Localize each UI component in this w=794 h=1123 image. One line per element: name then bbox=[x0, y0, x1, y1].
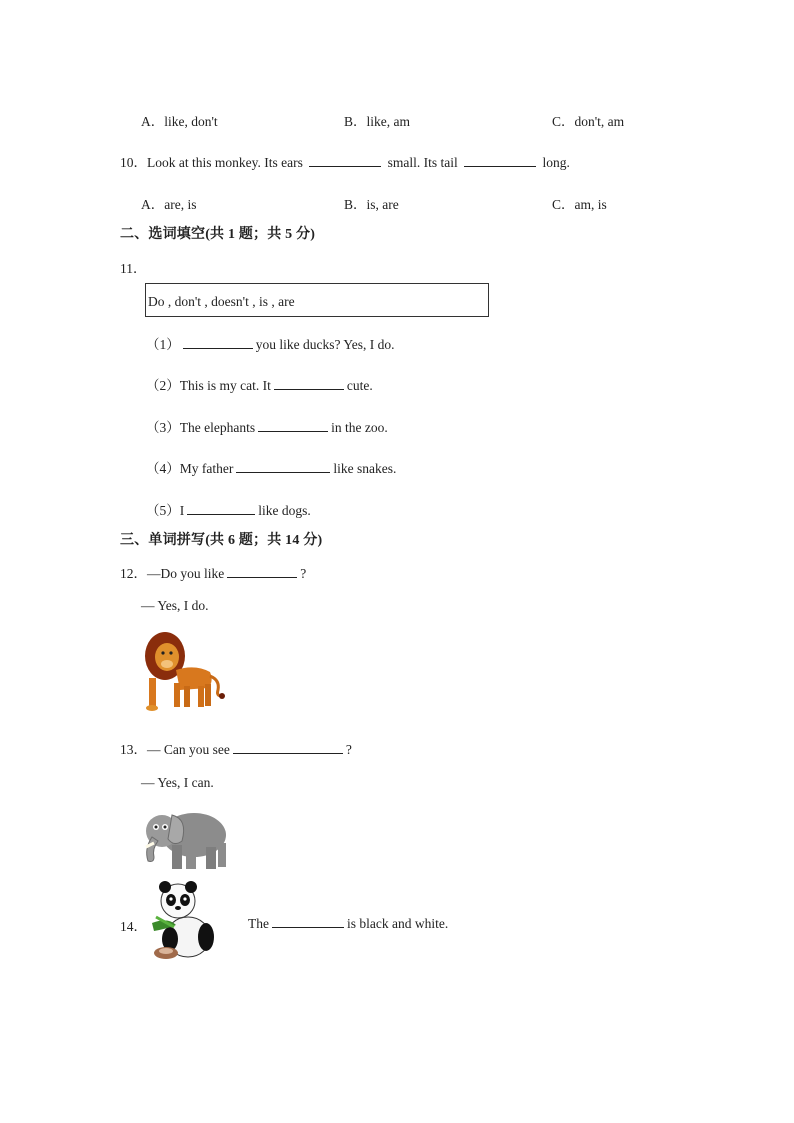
q13-blank[interactable] bbox=[233, 741, 343, 754]
q9-option-a: A．like, don't bbox=[141, 114, 218, 129]
q11-item-4 bbox=[146, 457, 396, 477]
q10-option-c: C．am, is bbox=[552, 197, 607, 212]
item-text: The elephants bbox=[179, 420, 256, 435]
q11-blank-1[interactable] bbox=[183, 336, 253, 349]
q10-option-a: A．are, is bbox=[141, 197, 197, 212]
q13-text: — Can you see bbox=[147, 742, 230, 757]
item-number: （2） bbox=[146, 378, 180, 393]
q12-answer: — Yes, I do. bbox=[141, 598, 209, 613]
q13-question bbox=[120, 738, 352, 758]
item-text: cute. bbox=[346, 378, 373, 393]
section2-heading: 二、选词填空(共 1 题；共 5 分) bbox=[120, 227, 316, 242]
item-text: like dogs. bbox=[258, 503, 311, 518]
item-text: like snakes. bbox=[333, 461, 397, 476]
q11-blank-2[interactable] bbox=[274, 377, 344, 390]
q12-qmark: ? bbox=[300, 566, 307, 581]
item-number: （4） bbox=[146, 461, 180, 476]
q10-text-3: long. bbox=[542, 155, 570, 170]
word-box-text: Do , don't , doesn't , is , are bbox=[148, 294, 295, 309]
q14-text-after: is black and white. bbox=[347, 916, 449, 931]
item-number: （5） bbox=[146, 503, 180, 518]
q10-question bbox=[120, 151, 570, 171]
q10-text-2: small. Its tail bbox=[387, 155, 458, 170]
q12-question bbox=[120, 562, 306, 582]
q13-qmark: ? bbox=[345, 742, 352, 757]
item-text: you like ducks? Yes, I do. bbox=[255, 337, 395, 352]
q11-item-5 bbox=[146, 499, 311, 519]
q11-blank-5[interactable] bbox=[187, 502, 255, 515]
q10-blank-2[interactable] bbox=[464, 154, 536, 167]
q10-option-b: B．is, are bbox=[344, 197, 399, 212]
item-text: I bbox=[179, 503, 185, 518]
q13-answer: — Yes, I can. bbox=[141, 775, 214, 790]
q13-number: 13． bbox=[120, 742, 147, 757]
q14-question bbox=[248, 915, 448, 932]
word-box bbox=[145, 283, 489, 317]
elephant-icon bbox=[138, 803, 230, 873]
item-text: My father bbox=[179, 461, 234, 476]
q11-number: 11． bbox=[120, 261, 147, 276]
q11-item-3 bbox=[146, 416, 388, 436]
q11-item-2 bbox=[146, 374, 373, 394]
q11-item-1 bbox=[146, 333, 395, 353]
q14-text: The bbox=[248, 916, 269, 931]
item-number: （1） bbox=[146, 337, 180, 352]
q10-text-1: Look at this monkey. Its ears bbox=[147, 155, 303, 170]
lion-icon bbox=[140, 628, 226, 714]
q14-number: 14． bbox=[120, 919, 147, 934]
q9-option-b: B．like, am bbox=[344, 114, 410, 129]
q10-number: 10． bbox=[120, 155, 147, 170]
q11-blank-4[interactable] bbox=[236, 460, 330, 473]
item-text: This is my cat. It bbox=[179, 378, 271, 393]
q9-option-c: C．don't, am bbox=[552, 114, 625, 129]
q12-text: —Do you like bbox=[147, 566, 225, 581]
q12-blank[interactable] bbox=[227, 565, 297, 578]
q10-blank-1[interactable] bbox=[309, 154, 381, 167]
item-number: （3） bbox=[146, 420, 180, 435]
section3-heading: 三、单词拼写(共 6 题；共 14 分) bbox=[120, 533, 323, 548]
item-text: in the zoo. bbox=[331, 420, 388, 435]
q12-number: 12． bbox=[120, 566, 147, 581]
panda-icon bbox=[148, 881, 220, 961]
q11-blank-3[interactable] bbox=[258, 419, 328, 432]
q14-blank[interactable] bbox=[272, 915, 344, 928]
